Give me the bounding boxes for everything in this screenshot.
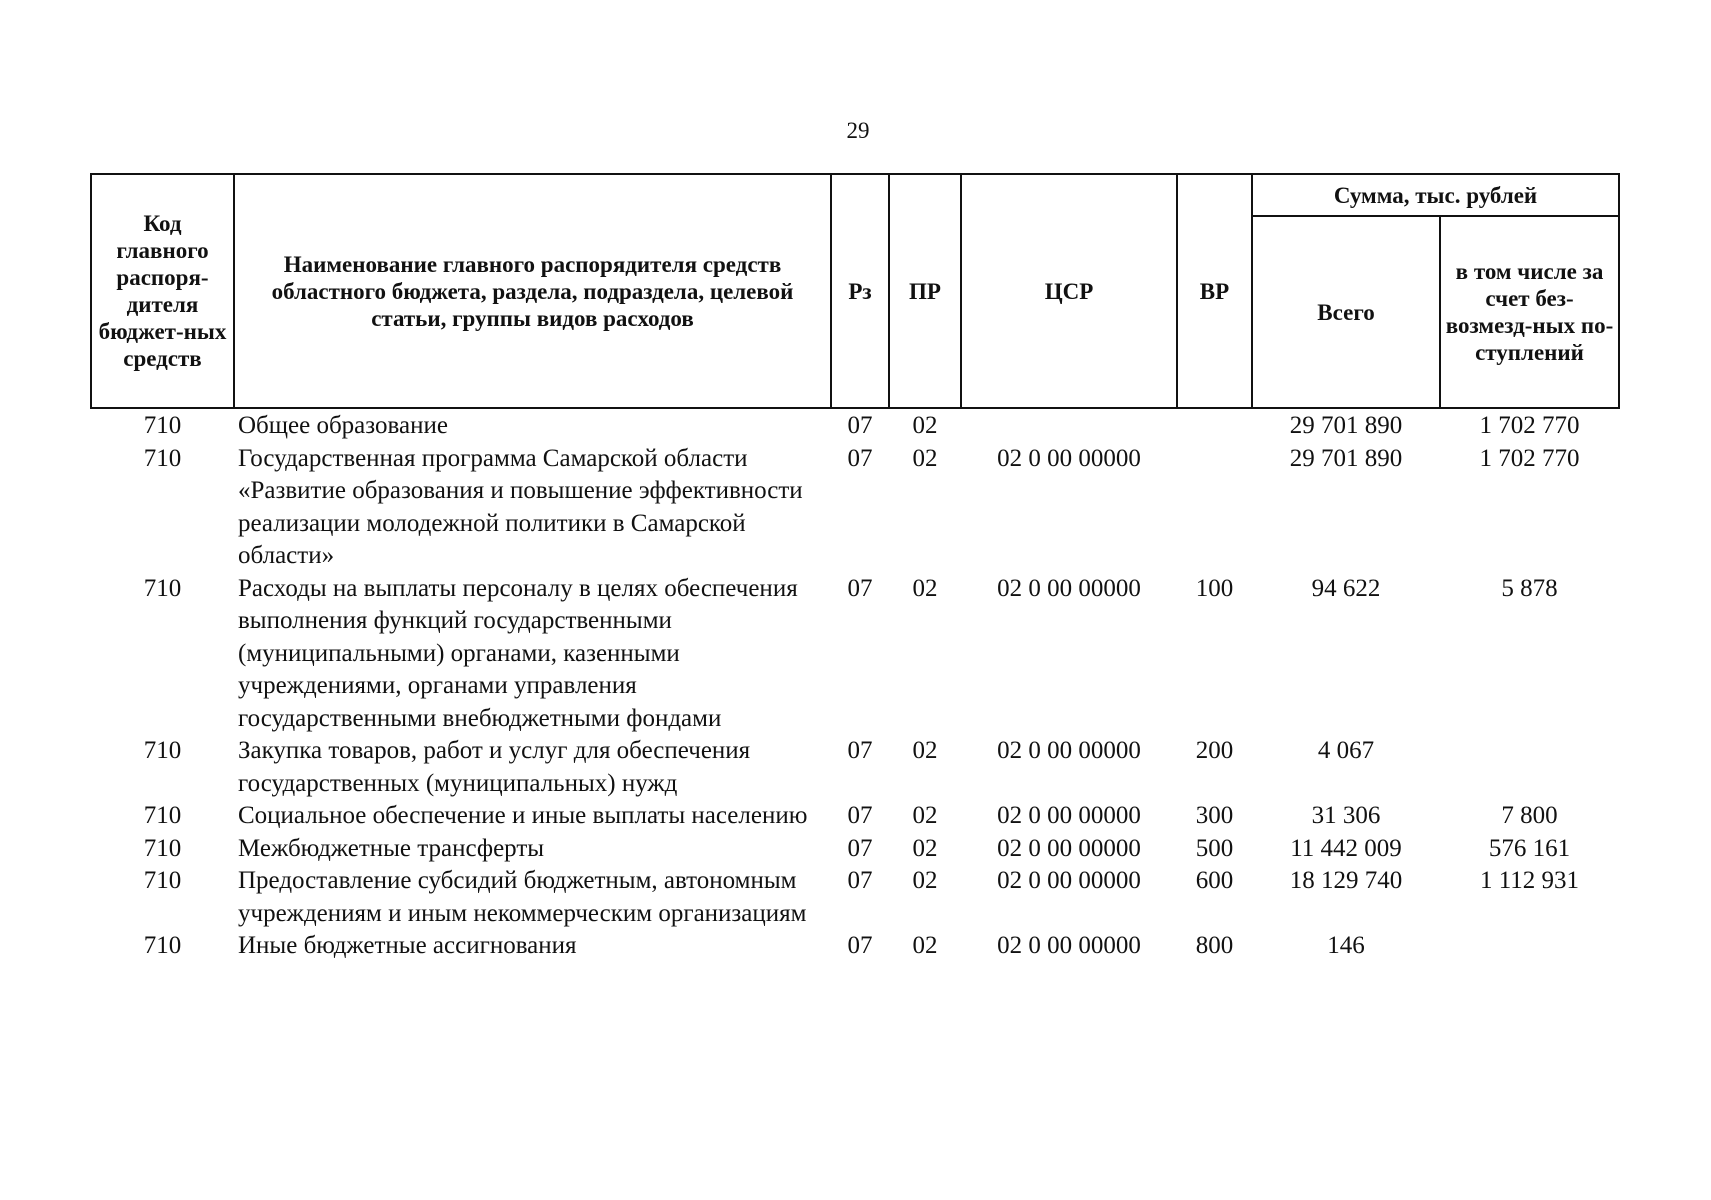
header-vr: ВР	[1177, 174, 1252, 408]
cell-total: 94 622	[1311, 574, 1381, 602]
cell-code: 710	[143, 802, 182, 829]
cell-free: 5 878	[1501, 574, 1558, 602]
table-row	[91, 930, 1619, 963]
cell-vr: 600	[1195, 867, 1234, 894]
table-header	[91, 174, 1619, 408]
header-total: Всего	[1252, 216, 1440, 408]
cell-free: 576 161	[1488, 834, 1571, 862]
cell-rz: 07	[847, 932, 873, 959]
header-pr: ПР	[889, 174, 961, 408]
cell-name: Закупка товаров, работ и услуг для обеспечения государственных (муниципальных) нужд	[238, 737, 751, 797]
cell-code: 710	[143, 412, 182, 439]
header-rz: Рз	[831, 174, 889, 408]
table-row	[91, 833, 1619, 866]
table-row	[91, 443, 1619, 573]
cell-vr: 200	[1195, 737, 1234, 764]
budget-table	[90, 173, 1620, 963]
header-free: в том числе за счет без-возмезд-ных по-ступлений	[1440, 216, 1619, 408]
cell-code: 710	[143, 444, 182, 472]
header-code: Код главного распоря-дителя бюджет-ных средств	[91, 174, 234, 408]
cell-csr: 02 0 00 00000	[997, 932, 1141, 959]
cell-total: 29 701 890	[1289, 412, 1403, 439]
cell-pr: 02	[912, 444, 938, 472]
cell-code: 710	[143, 737, 182, 764]
table-body	[91, 408, 1619, 963]
cell-rz: 07	[847, 444, 873, 472]
cell-vr	[1177, 408, 1252, 443]
cell-vr	[1177, 443, 1252, 573]
cell-rz: 07	[847, 574, 873, 602]
cell-csr: 02 0 00 00000	[997, 737, 1141, 764]
cell-total: 11 442 009	[1290, 834, 1402, 862]
cell-name: Иные бюджетные ассигнования	[238, 932, 577, 959]
cell-rz: 07	[847, 412, 873, 439]
cell-pr: 02	[912, 867, 938, 894]
cell-csr: 02 0 00 00000	[997, 444, 1141, 472]
cell-free: 1 702 770	[1479, 444, 1580, 472]
cell-total: 4 067	[1317, 737, 1375, 764]
cell-name: Государственная программа Самарской области «Развитие образования и повышение эффективности реализации молодежной политики в Самарской области»	[238, 444, 803, 569]
cell-code: 710	[143, 574, 182, 602]
cell-free: 7 800	[1501, 802, 1558, 829]
cell-rz: 07	[847, 867, 873, 894]
cell-vr: 300	[1195, 802, 1234, 829]
cell-vr: 100	[1195, 574, 1234, 602]
cell-csr: 02 0 00 00000	[997, 867, 1141, 894]
cell-rz: 07	[847, 802, 873, 829]
table-row	[91, 573, 1619, 736]
cell-csr: 02 0 00 00000	[997, 802, 1141, 829]
cell-pr: 02	[912, 737, 938, 764]
cell-total: 29 701 890	[1289, 444, 1403, 472]
cell-code: 710	[143, 932, 182, 959]
cell-rz: 07	[847, 737, 873, 764]
table-row	[91, 800, 1619, 833]
cell-free	[1440, 735, 1619, 800]
cell-name: Расходы на выплаты персоналу в целях обеспечения выполнения функций государственными (муниципальными) органами, казенными учреждениями, органами управления государственными внебюджетными фондами	[238, 574, 798, 732]
header-sum: Сумма, тыс. рублей	[1252, 174, 1619, 216]
cell-name: Социальное обеспечение и иные выплаты населению	[238, 802, 808, 829]
cell-vr: 500	[1195, 834, 1234, 862]
header-csr: ЦСР	[961, 174, 1177, 408]
cell-pr: 02	[912, 412, 938, 439]
header-name: Наименование главного распорядителя средств областного бюджета, раздела, подраздела, целевой статьи, группы видов расходов	[234, 174, 831, 408]
cell-free: 1 112 931	[1479, 867, 1580, 894]
cell-total: 31 306	[1311, 802, 1381, 829]
cell-total: 18 129 740	[1289, 867, 1403, 894]
cell-name: Предоставление субсидий бюджетным, автономным учреждениям и иным некоммерческим организациям	[238, 867, 807, 927]
cell-name: Межбюджетные трансферты	[238, 834, 545, 862]
cell-vr: 800	[1195, 932, 1234, 959]
cell-pr: 02	[912, 574, 938, 602]
cell-total: 146	[1327, 932, 1365, 959]
cell-code: 710	[143, 867, 182, 894]
cell-pr: 02	[912, 834, 938, 862]
cell-csr: 02 0 00 00000	[997, 574, 1141, 602]
cell-free: 1 702 770	[1479, 412, 1580, 439]
cell-free	[1440, 930, 1619, 963]
cell-name: Общее образование	[238, 412, 448, 439]
cell-rz: 07	[847, 834, 873, 862]
table-row	[91, 408, 1619, 443]
cell-pr: 02	[912, 932, 938, 959]
cell-pr: 02	[912, 802, 938, 829]
cell-code: 710	[143, 834, 182, 862]
cell-csr: 02 0 00 00000	[997, 834, 1141, 862]
page-number: 29	[846, 118, 870, 143]
table-row	[91, 865, 1619, 930]
cell-csr	[961, 408, 1177, 443]
table-row	[91, 735, 1619, 800]
